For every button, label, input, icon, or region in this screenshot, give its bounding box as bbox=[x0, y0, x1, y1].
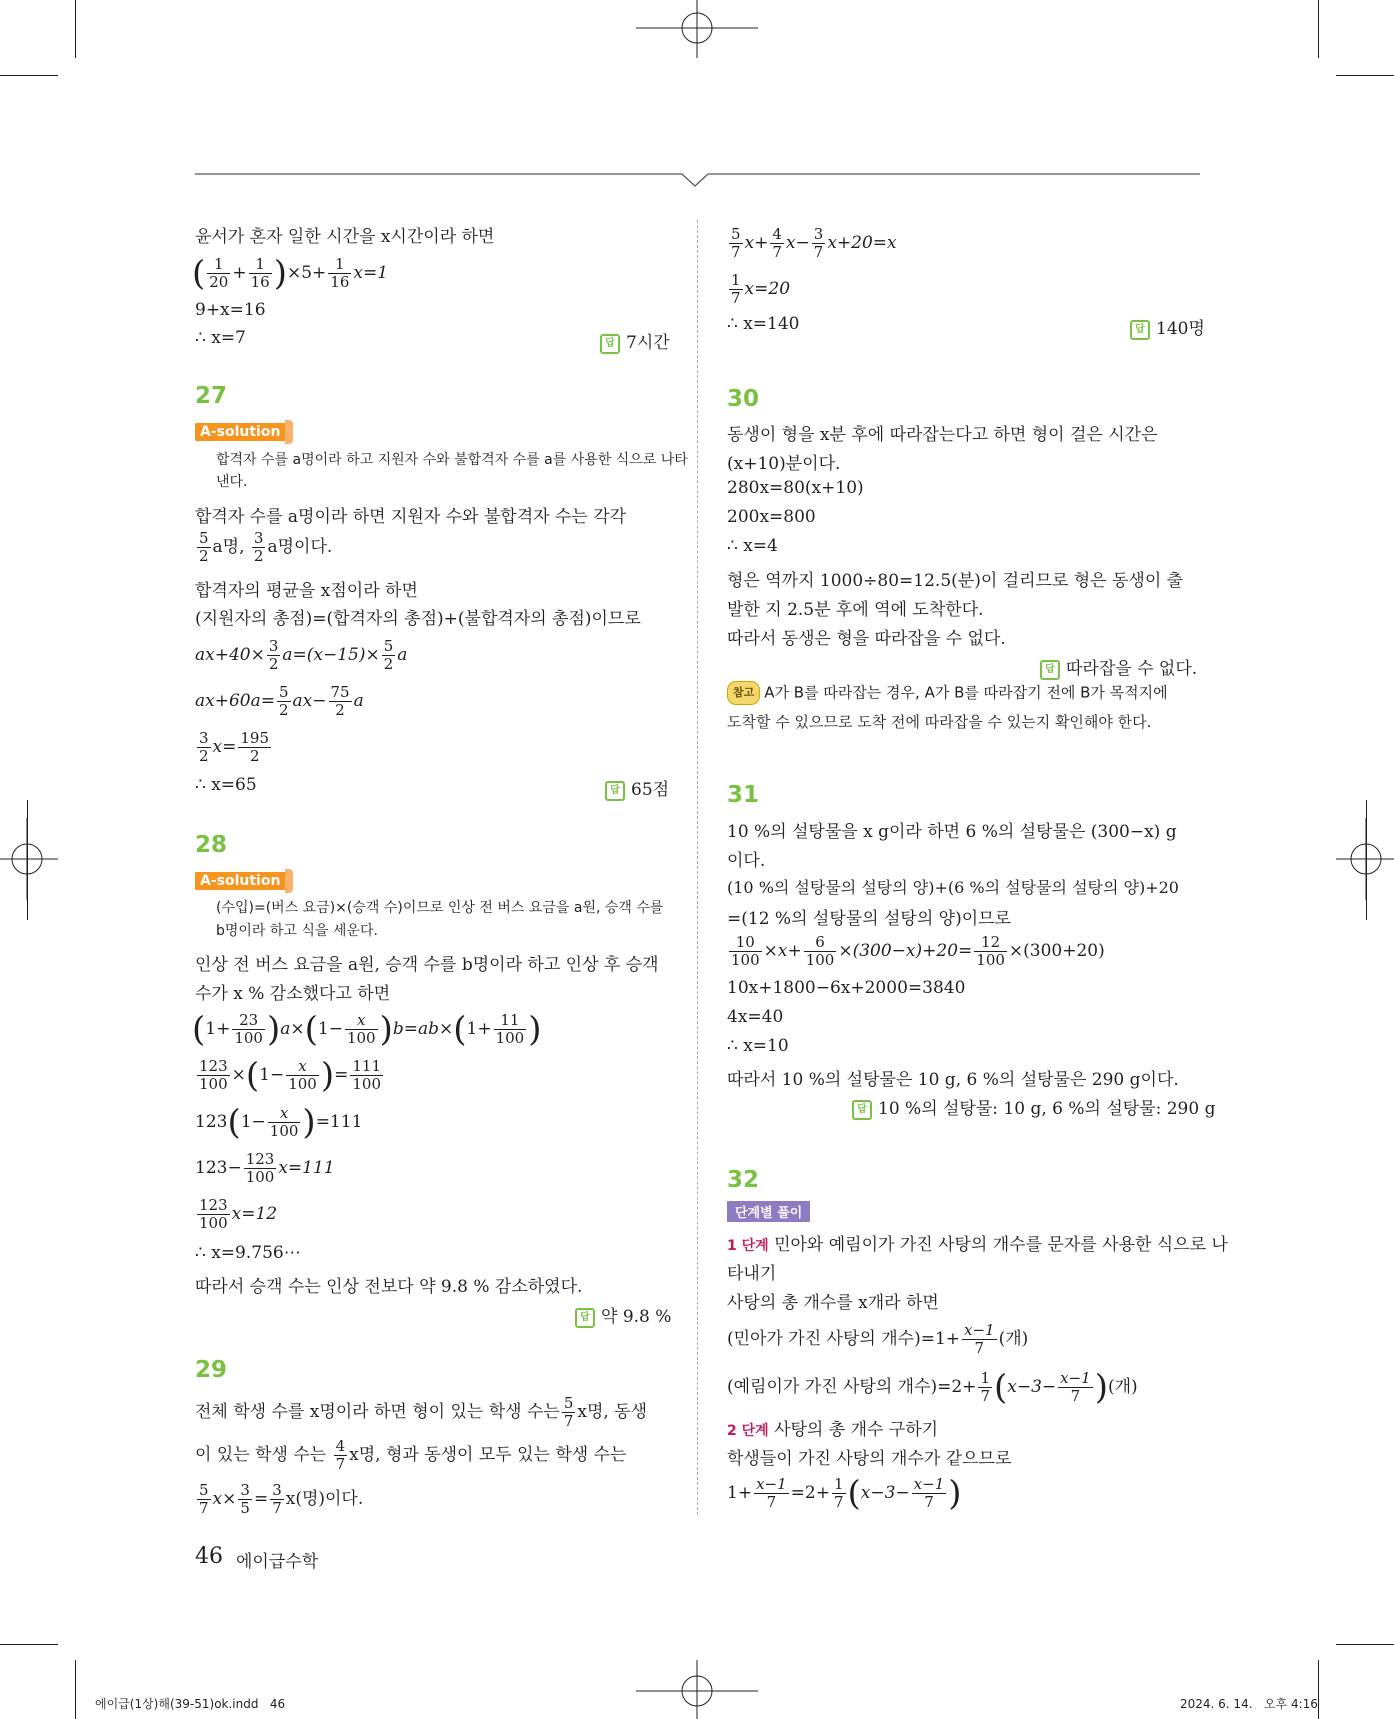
equation-line: (민아가 가진 사탕의 개수)=1+ $\frac{x-1}{7}$ (개) bbox=[727, 1321, 1029, 1357]
problem-number: 27 bbox=[195, 383, 228, 409]
text-line: 수가 x % 감소했다고 하면 bbox=[195, 984, 391, 1004]
equation-line: 123(1− $\frac{x}{100}$ )=111 bbox=[195, 1102, 363, 1143]
hint-line: 낸다. bbox=[216, 474, 248, 490]
text-line: 200x=800 bbox=[727, 507, 816, 527]
registration-mark-bottom bbox=[636, 1660, 758, 1719]
text-line: 발한 지 2.5분 후에 역에 도착한다. bbox=[727, 600, 984, 620]
registration-mark-right bbox=[1336, 798, 1394, 920]
text-line: ∴ x=140 bbox=[727, 314, 800, 334]
fraction: $\frac{4}{7}$ bbox=[335, 1437, 346, 1473]
text-line: =(12 %의 설탕물의 설탕의 양)이므로 bbox=[727, 909, 1011, 929]
text-line: 따라서 승객 수는 인상 전보다 약 9.8 % 감소하였다. bbox=[195, 1277, 583, 1297]
equation-line: $\frac{123}{100}$ ×(1− $\frac{x}{100}$ )= $\frac{111}{100}$ bbox=[199, 1055, 382, 1096]
fraction: $\frac{x}{100}$ bbox=[288, 1057, 317, 1093]
fraction: $\frac{3}{7}$ bbox=[272, 1481, 282, 1517]
text-line: 합격자의 평균을 x점이라 하면 bbox=[195, 581, 418, 601]
page-number: 46 bbox=[195, 1544, 223, 1569]
reference-line: 도착할 수 있으므로 도착 전에 따라잡을 수 있는지 확인해야 한다. bbox=[727, 713, 1152, 731]
problem-number: 29 bbox=[195, 1357, 228, 1383]
text-line: 학생들이 가진 사탕의 개수가 같으므로 bbox=[727, 1449, 1012, 1469]
text-line: 10x+1800−6x+2000=3840 bbox=[727, 978, 966, 998]
text-line: 인상 전 버스 요금을 a원, 승객 수를 b명이라 하고 인상 후 승객 bbox=[195, 955, 659, 975]
answer-icon: 답 bbox=[852, 1100, 872, 1120]
fraction: $\frac{11}{100}$ bbox=[495, 1011, 525, 1047]
text-line: 사탕의 총 개수를 x개라 하면 bbox=[727, 1293, 939, 1313]
answer: 답 따라잡을 수 없다. bbox=[1040, 654, 1197, 680]
text-line: 형은 역까지 1000÷80=12.5(분)이 걸리므로 형은 동생이 출 bbox=[727, 571, 1184, 591]
fraction: $\frac{5}{7}$ bbox=[563, 1394, 574, 1430]
fraction: $\frac{23}{100}$ bbox=[234, 1011, 263, 1047]
crop-mark bbox=[75, 1660, 76, 1719]
text-line: 합격자 수를 a명이라 하면 지원자 수와 불합격자 수는 각각 bbox=[195, 507, 627, 527]
text-line: (x+10)분이다. bbox=[727, 454, 841, 474]
equation-line: $\frac{5}{2}$ a명, $\frac{3}{2}$ a명이다. bbox=[199, 529, 333, 565]
answer: 답 10 %의 설탕물: 10 g, 6 %의 설탕물: 290 g bbox=[852, 1094, 1215, 1120]
step-line: 2 단계 사탕의 총 개수 구하기 bbox=[727, 1420, 939, 1440]
fraction: $\frac{10}{100}$ bbox=[731, 933, 760, 969]
equation-line: 전체 학생 수를 x명이라 하면 형이 있는 학생 수는 $\frac{5}{7}$ x명, 동생 bbox=[195, 1394, 648, 1430]
equation-line: $\frac{1}{7}$ x=20 bbox=[731, 271, 791, 307]
hint-line: (수입)=(버스 요금)×(승객 수)이므로 인상 전 버스 요금을 a원, 승객 수를 bbox=[216, 900, 664, 916]
fraction: $\frac{5}{7}$ bbox=[199, 1481, 209, 1517]
equation-line: 1+ $\frac{x-1}{7}$ =2+ $\frac{1}{7}$ (x−3− $\frac{x-1}{7}$ ) bbox=[727, 1473, 962, 1514]
answer-icon: 답 bbox=[1040, 660, 1060, 680]
equation-line: $\frac{123}{100}$ x=12 bbox=[199, 1196, 278, 1232]
step-number: 1 단계 bbox=[727, 1238, 769, 1254]
text-line: 9+x=16 bbox=[195, 300, 266, 320]
text-line: 따라서 동생은 형을 따라잡을 수 없다. bbox=[727, 629, 1006, 649]
fraction: $\frac{195}{2}$ bbox=[240, 729, 270, 765]
a-solution-badge: A-solution bbox=[195, 423, 286, 441]
fraction: $\frac{x-1}{7}$ bbox=[1060, 1369, 1091, 1405]
text-line: ∴ x=9.756⋯ bbox=[195, 1243, 301, 1263]
fraction: $\frac{1}{7}$ bbox=[980, 1369, 990, 1405]
fraction: $\frac{3}{2}$ bbox=[268, 637, 279, 673]
text-line: ∴ x=10 bbox=[727, 1036, 789, 1056]
text-line: 따라서 10 %의 설탕물은 10 g, 6 %의 설탕물은 290 g이다. bbox=[727, 1070, 1179, 1090]
hint-line: b명이라 하고 식을 세운다. bbox=[216, 923, 378, 939]
equation-line: ax+40× $\frac{3}{2}$ a=(x−15)× $\frac{5}{2}$ a bbox=[195, 637, 408, 673]
fraction: $\frac{x-1}{7}$ bbox=[964, 1321, 995, 1357]
problem-number: 32 bbox=[727, 1167, 760, 1193]
equation-line: ax+60a= $\frac{5}{2}$ ax− $\frac{75}{2}$ a bbox=[195, 683, 364, 719]
book-title: 에이급수학 bbox=[236, 1552, 319, 1572]
problem-number: 28 bbox=[195, 832, 228, 858]
fraction: $\frac{x}{100}$ bbox=[269, 1104, 299, 1140]
crop-mark bbox=[0, 1644, 58, 1645]
fraction: $\frac{3}{7}$ bbox=[813, 225, 824, 261]
crop-mark bbox=[1336, 1644, 1394, 1645]
fraction: $\frac{123}{100}$ bbox=[245, 1150, 275, 1186]
fraction: $\frac{1}{7}$ bbox=[731, 271, 741, 307]
reference-badge: 참고 bbox=[727, 681, 760, 705]
a-solution-badge: A-solution bbox=[195, 872, 286, 890]
text-line: ∴ x=4 bbox=[727, 536, 778, 556]
text-line: (10 %의 설탕물의 설탕의 양)+(6 %의 설탕물의 설탕의 양)+20 bbox=[727, 878, 1179, 897]
fraction: $\frac{1}{20}$ bbox=[209, 255, 229, 291]
column-divider bbox=[697, 220, 698, 1515]
fraction: $\frac{123}{100}$ bbox=[199, 1057, 228, 1093]
fraction: $\frac{5}{7}$ bbox=[731, 225, 741, 261]
equation-line: 이 있는 학생 수는 $\frac{4}{7}$ x명, 형과 동생이 모두 있는 학생 수는 bbox=[195, 1437, 627, 1473]
equation-line: (예림이가 가진 사탕의 개수)=2+ $\frac{1}{7}$ (x−3− $\frac{x-1}{7}$ )(개) bbox=[727, 1367, 1138, 1408]
crop-mark bbox=[0, 75, 58, 76]
registration-mark-top bbox=[636, 0, 758, 58]
fraction: $\frac{5}{2}$ bbox=[383, 637, 394, 673]
fraction: $\frac{123}{100}$ bbox=[199, 1196, 228, 1232]
answer-icon: 답 bbox=[600, 334, 620, 354]
problem-number: 31 bbox=[727, 782, 760, 808]
equation-line: $\frac{10}{100}$ ×x+ $\frac{6}{100}$ ×(300−x)+20= $\frac{12}{100}$ ×(300+20) bbox=[731, 933, 1105, 969]
text-line: 타내기 bbox=[727, 1264, 777, 1284]
fraction: $\frac{1}{7}$ bbox=[833, 1475, 844, 1511]
registration-mark-left bbox=[0, 798, 58, 920]
answer: 답 약 9.8 % bbox=[575, 1302, 671, 1328]
answer-icon: 답 bbox=[1130, 320, 1150, 340]
text-line: 동생이 형을 x분 후에 따라잡는다고 하면 형이 걸은 시간은 bbox=[727, 425, 1158, 445]
answer-icon: 답 bbox=[605, 781, 625, 801]
step-solution-badge: 단계별 풀이 bbox=[727, 1201, 810, 1222]
fraction: $\frac{3}{2}$ bbox=[253, 529, 264, 565]
step-number: 2 단계 bbox=[727, 1423, 769, 1439]
answer: 답 7시간 bbox=[600, 328, 670, 354]
crop-mark bbox=[1336, 75, 1394, 76]
hint-line: 합격자 수를 a명이라 하고 지원자 수와 불합격자 수를 a를 사용한 식으로 나타 bbox=[216, 452, 688, 468]
problem-number: 30 bbox=[727, 386, 760, 412]
fraction: $\frac{4}{7}$ bbox=[772, 225, 782, 261]
text-line: (지원자의 총점)=(합격자의 총점)+(불합격자의 총점)이므로 bbox=[195, 609, 641, 629]
fraction: $\frac{111}{100}$ bbox=[352, 1057, 382, 1093]
equation-line: $\frac{3}{2}$ x= $\frac{195}{2}$ bbox=[199, 729, 270, 765]
equation-line: ( $\frac{1}{20}$ + $\frac{1}{16}$ )×5+ $\frac{1}{16}$ x=1 bbox=[192, 253, 389, 294]
fraction: $\frac{1}{16}$ bbox=[250, 255, 270, 291]
crop-mark bbox=[1318, 1660, 1319, 1719]
answer: 답 140명 bbox=[1130, 314, 1205, 340]
reference-line: 참고 A가 B를 따라잡는 경우, A가 B를 따라잡기 전에 B가 목적지에 bbox=[727, 681, 1168, 705]
fraction: $\frac{6}{100}$ bbox=[805, 933, 835, 969]
file-name: 에이급(1상)해(39-51)ok.indd 46 bbox=[95, 1697, 286, 1711]
text-line: 10 %의 설탕물을 x g이라 하면 6 %의 설탕물은 (300−x) g bbox=[727, 822, 1177, 842]
equation-line: 123− $\frac{123}{100}$ x=111 bbox=[195, 1150, 335, 1186]
text-line: ∴ x=7 bbox=[195, 328, 246, 348]
answer: 답 65점 bbox=[605, 775, 669, 801]
text-line: 280x=80(x+10) bbox=[727, 478, 864, 498]
fraction: $\frac{75}{2}$ bbox=[330, 683, 350, 719]
equation-line: (1+ $\frac{23}{100}$ )a×(1− $\frac{x}{100}$ )b=ab×(1+ $\frac{11}{100}$ ) bbox=[192, 1009, 542, 1050]
fraction: $\frac{5}{2}$ bbox=[199, 529, 209, 565]
step-line: 1 단계 민아와 예림이가 가진 사탕의 개수를 문자를 사용한 식으로 나 bbox=[727, 1235, 1228, 1255]
fraction: $\frac{x}{100}$ bbox=[346, 1011, 376, 1047]
crop-mark bbox=[75, 0, 76, 58]
header-rule bbox=[195, 168, 1200, 188]
crop-mark bbox=[1318, 0, 1319, 58]
fraction: $\frac{12}{100}$ bbox=[976, 933, 1005, 969]
timestamp: 2024. 6. 14. 오후 4:16 bbox=[1180, 1697, 1318, 1711]
fraction: $\frac{x-1}{7}$ bbox=[913, 1475, 945, 1511]
fraction: $\frac{3}{2}$ bbox=[199, 729, 209, 765]
text-line: 4x=40 bbox=[727, 1007, 784, 1027]
fraction: $\frac{3}{5}$ bbox=[240, 1481, 250, 1517]
fraction: $\frac{1}{16}$ bbox=[330, 255, 350, 291]
answer-icon: 답 bbox=[575, 1308, 595, 1328]
fraction: $\frac{5}{2}$ bbox=[278, 683, 289, 719]
fraction: $\frac{x-1}{7}$ bbox=[756, 1475, 787, 1511]
text-line: 윤서가 혼자 일한 시간을 x시간이라 하면 bbox=[195, 227, 495, 247]
text-line: ∴ x=65 bbox=[195, 775, 257, 795]
equation-line: $\frac{5}{7}$ x× $\frac{3}{5}$ = $\frac{3}{7}$ x(명)이다. bbox=[199, 1481, 364, 1517]
equation-line: $\frac{5}{7}$ x+ $\frac{4}{7}$ x− $\frac{3}{7}$ x+20=x bbox=[731, 225, 897, 261]
text-line: 이다. bbox=[727, 851, 766, 871]
